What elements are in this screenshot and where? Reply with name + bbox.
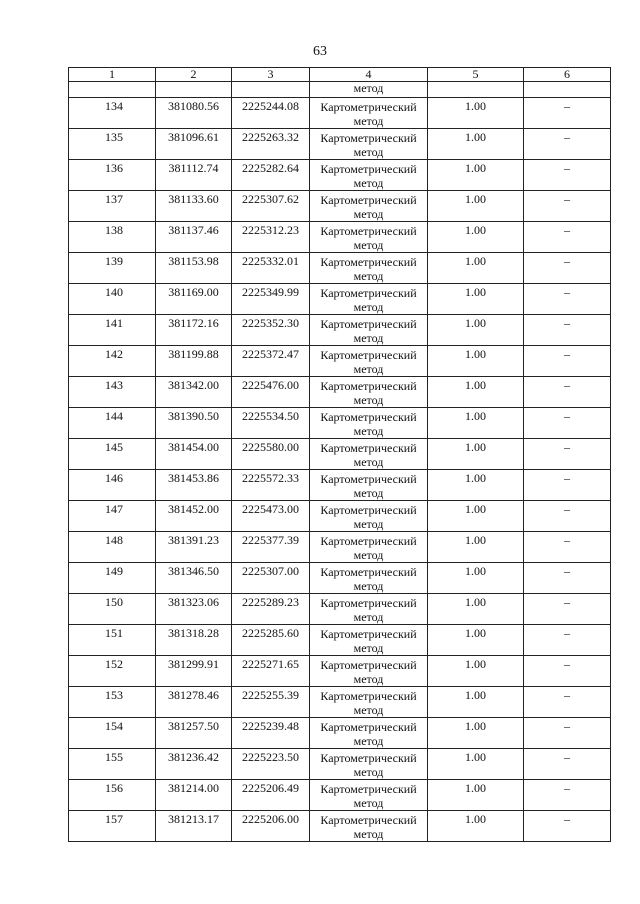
table-row (69, 315, 611, 346)
method-cell: Картометрический метод (310, 253, 428, 284)
table-row (69, 253, 611, 284)
x-coordinate-cell: 381236.42 (156, 749, 232, 780)
point-number-cell: 145 (69, 439, 156, 470)
point-number-cell: 142 (69, 346, 156, 377)
y-coordinate-cell: 2225239.48 (232, 718, 310, 749)
x-coordinate-cell: 381096.61 (156, 129, 232, 160)
table-row (69, 284, 611, 315)
accuracy-cell: 1.00 (428, 718, 524, 749)
x-coordinate-cell: 381112.74 (156, 160, 232, 191)
accuracy-cell: 1.00 (428, 625, 524, 656)
x-coordinate-cell: 381137.46 (156, 222, 232, 253)
y-coordinate-cell: 2225244.08 (232, 98, 310, 129)
point-number-cell: 144 (69, 408, 156, 439)
accuracy-cell: 1.00 (428, 222, 524, 253)
note-cell: – (524, 625, 611, 656)
accuracy-cell: 1.00 (428, 191, 524, 222)
y-coordinate-cell: 2225263.32 (232, 129, 310, 160)
y-coordinate-cell: 2225312.23 (232, 222, 310, 253)
x-coordinate-cell: 381453.86 (156, 470, 232, 501)
table-row (69, 470, 611, 501)
x-coordinate-cell: 381342.00 (156, 377, 232, 408)
point-number-cell: 157 (69, 811, 156, 842)
point-number-cell: 156 (69, 780, 156, 811)
table-row (69, 98, 611, 129)
method-cell: Картометрический метод (310, 780, 428, 811)
method-cell: Картометрический метод (310, 625, 428, 656)
note-cell: – (524, 222, 611, 253)
point-number-cell: 154 (69, 718, 156, 749)
note-cell: – (524, 160, 611, 191)
x-coordinate-cell: 381199.88 (156, 346, 232, 377)
x-coordinate-cell: 381346.50 (156, 563, 232, 594)
x-coordinate-cell: 381172.16 (156, 315, 232, 346)
accuracy-cell: 1.00 (428, 284, 524, 315)
table-row (69, 191, 611, 222)
x-coordinate-cell: 381452.00 (156, 501, 232, 532)
point-number-cell: 149 (69, 563, 156, 594)
note-cell: – (524, 780, 611, 811)
y-coordinate-cell: 2225206.00 (232, 811, 310, 842)
y-coordinate-cell: 2225289.23 (232, 594, 310, 625)
note-cell: – (524, 811, 611, 842)
method-cell: Картометрический метод (310, 687, 428, 718)
y-coordinate-cell: 2225255.39 (232, 687, 310, 718)
table-row (69, 563, 611, 594)
y-coordinate-cell: 2225372.47 (232, 346, 310, 377)
point-number-cell: 137 (69, 191, 156, 222)
table-row (69, 346, 611, 377)
y-coordinate-cell: 2225307.62 (232, 191, 310, 222)
note-cell: – (524, 532, 611, 563)
note-cell: – (524, 315, 611, 346)
table-row (69, 408, 611, 439)
method-cell: Картометрический метод (310, 811, 428, 842)
y-coordinate-cell: 2225282.64 (232, 160, 310, 191)
page-number: 63 (313, 44, 327, 59)
column-header-2: 2 (156, 68, 232, 82)
point-number-cell: 152 (69, 656, 156, 687)
table-row (69, 160, 611, 191)
note-cell: – (524, 284, 611, 315)
note-cell: – (524, 98, 611, 129)
accuracy-cell: 1.00 (428, 656, 524, 687)
point-number-cell: 140 (69, 284, 156, 315)
point-number-cell: 147 (69, 501, 156, 532)
y-coordinate-cell: 2225476.00 (232, 377, 310, 408)
accuracy-cell: 1.00 (428, 470, 524, 501)
x-coordinate-cell: 381318.28 (156, 625, 232, 656)
column-header-5: 5 (428, 68, 524, 82)
note-cell: – (524, 408, 611, 439)
accuracy-cell: 1.00 (428, 501, 524, 532)
note-cell: – (524, 563, 611, 594)
method-cell: Картометрический метод (310, 98, 428, 129)
x-coordinate-cell: 381213.17 (156, 811, 232, 842)
note-cell: – (524, 346, 611, 377)
method-cell: Картометрический метод (310, 222, 428, 253)
y-coordinate-cell: 2225206.49 (232, 780, 310, 811)
accuracy-cell: 1.00 (428, 408, 524, 439)
accuracy-cell: 1.00 (428, 439, 524, 470)
y-coordinate-cell: 2225572.33 (232, 470, 310, 501)
point-number-cell: 143 (69, 377, 156, 408)
continued-method-cell: метод (310, 82, 428, 98)
method-cell: Картометрический метод (310, 749, 428, 780)
table-row (69, 780, 611, 811)
note-cell: – (524, 377, 611, 408)
accuracy-cell: 1.00 (428, 594, 524, 625)
accuracy-cell: 1.00 (428, 687, 524, 718)
method-cell: Картометрический метод (310, 470, 428, 501)
method-cell: Картометрический метод (310, 656, 428, 687)
y-coordinate-cell: 2225377.39 (232, 532, 310, 563)
method-cell: Картометрический метод (310, 718, 428, 749)
column-header-1: 1 (69, 68, 156, 82)
table-row (69, 439, 611, 470)
table-row (69, 625, 611, 656)
method-cell: Картометрический метод (310, 129, 428, 160)
table-row (69, 129, 611, 160)
x-coordinate-cell: 381323.06 (156, 594, 232, 625)
x-coordinate-cell: 381080.56 (156, 98, 232, 129)
y-coordinate-cell: 2225352.30 (232, 315, 310, 346)
point-number-cell: 134 (69, 98, 156, 129)
table-row (69, 687, 611, 718)
point-number-cell: 141 (69, 315, 156, 346)
y-coordinate-cell: 2225307.00 (232, 563, 310, 594)
accuracy-cell: 1.00 (428, 160, 524, 191)
method-cell: Картометрический метод (310, 532, 428, 563)
x-coordinate-cell: 381257.50 (156, 718, 232, 749)
method-cell: Картометрический метод (310, 284, 428, 315)
note-cell: – (524, 718, 611, 749)
y-coordinate-cell: 2225271.65 (232, 656, 310, 687)
x-coordinate-cell: 381169.00 (156, 284, 232, 315)
x-coordinate-cell: 381214.00 (156, 780, 232, 811)
table-row (69, 532, 611, 563)
method-cell: Картометрический метод (310, 408, 428, 439)
note-cell: – (524, 439, 611, 470)
x-coordinate-cell: 381278.46 (156, 687, 232, 718)
accuracy-cell: 1.00 (428, 377, 524, 408)
y-coordinate-cell: 2225473.00 (232, 501, 310, 532)
point-number-cell: 151 (69, 625, 156, 656)
x-coordinate-cell: 381454.00 (156, 439, 232, 470)
table-row (69, 811, 611, 842)
y-coordinate-cell: 2225580.00 (232, 439, 310, 470)
coordinates-table (68, 67, 611, 842)
accuracy-cell: 1.00 (428, 253, 524, 284)
point-number-cell: 136 (69, 160, 156, 191)
note-cell: – (524, 749, 611, 780)
table-row (69, 749, 611, 780)
accuracy-cell: 1.00 (428, 749, 524, 780)
accuracy-cell: 1.00 (428, 129, 524, 160)
point-number-cell: 135 (69, 129, 156, 160)
table-row (69, 377, 611, 408)
accuracy-cell: 1.00 (428, 811, 524, 842)
table-row (69, 594, 611, 625)
note-cell: – (524, 501, 611, 532)
point-number-cell: 155 (69, 749, 156, 780)
note-cell: – (524, 129, 611, 160)
point-number-cell: 153 (69, 687, 156, 718)
x-coordinate-cell: 381133.60 (156, 191, 232, 222)
point-number-cell: 139 (69, 253, 156, 284)
note-cell: – (524, 191, 611, 222)
point-number-cell: 138 (69, 222, 156, 253)
method-cell: Картометрический метод (310, 377, 428, 408)
note-cell: – (524, 656, 611, 687)
column-header-4: 4 (310, 68, 428, 82)
method-cell: Картометрический метод (310, 191, 428, 222)
method-cell: Картометрический метод (310, 501, 428, 532)
x-coordinate-cell: 381299.91 (156, 656, 232, 687)
note-cell: – (524, 594, 611, 625)
y-coordinate-cell: 2225285.60 (232, 625, 310, 656)
accuracy-cell: 1.00 (428, 315, 524, 346)
method-cell: Картометрический метод (310, 160, 428, 191)
table-row (69, 501, 611, 532)
table-row (69, 656, 611, 687)
y-coordinate-cell: 2225534.50 (232, 408, 310, 439)
accuracy-cell: 1.00 (428, 780, 524, 811)
point-number-cell: 146 (69, 470, 156, 501)
accuracy-cell: 1.00 (428, 563, 524, 594)
point-number-cell: 150 (69, 594, 156, 625)
y-coordinate-cell: 2225349.99 (232, 284, 310, 315)
y-coordinate-cell: 2225223.50 (232, 749, 310, 780)
x-coordinate-cell: 381390.50 (156, 408, 232, 439)
accuracy-cell: 1.00 (428, 346, 524, 377)
y-coordinate-cell: 2225332.01 (232, 253, 310, 284)
method-cell: Картометрический метод (310, 315, 428, 346)
note-cell: – (524, 253, 611, 284)
x-coordinate-cell: 381153.98 (156, 253, 232, 284)
method-cell: Картометрический метод (310, 346, 428, 377)
accuracy-cell: 1.00 (428, 532, 524, 563)
x-coordinate-cell: 381391.23 (156, 532, 232, 563)
table-row (69, 718, 611, 749)
continued-row (69, 82, 611, 98)
note-cell: – (524, 470, 611, 501)
method-cell: Картометрический метод (310, 439, 428, 470)
point-number-cell: 148 (69, 532, 156, 563)
column-header-3: 3 (232, 68, 310, 82)
accuracy-cell: 1.00 (428, 98, 524, 129)
table-row (69, 222, 611, 253)
method-cell: Картометрический метод (310, 563, 428, 594)
note-cell: – (524, 687, 611, 718)
method-cell: Картометрический метод (310, 594, 428, 625)
column-number-header-row (69, 68, 611, 82)
column-header-6: 6 (524, 68, 611, 82)
